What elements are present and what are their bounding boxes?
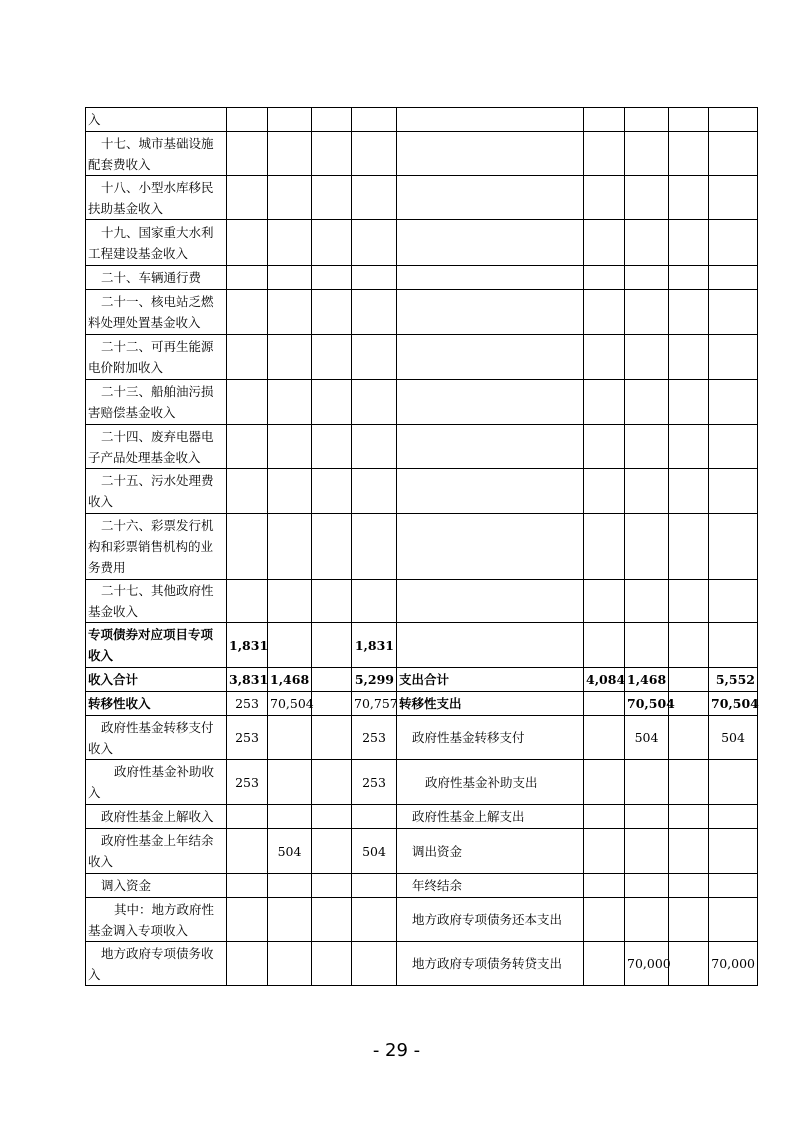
expenditure-item-label [397,176,584,220]
expenditure-item-label: 年终结余 [397,874,584,898]
expenditure-item-label: 政府性基金补助支出 [397,760,584,805]
expenditure-item-label [397,290,584,335]
income-item-label: 二十二、可再生能源电价附加收入 [86,335,227,380]
table-row [86,176,758,220]
expenditure-item-label [397,469,584,514]
table-row [86,580,758,623]
expenditure-total-label: 支出合计 [397,668,584,692]
expenditure-item-label [397,108,584,132]
income-total-label: 收入合计 [86,668,227,692]
table-row: 专项债券对应项目专项收入 1,831 1,831 [86,623,758,668]
table-row [86,266,758,290]
transfer-income-label: 转移性收入 [86,692,227,716]
expenditure-item-label: 地方政府专项债务转贷支出 [397,942,584,986]
table-row [86,290,758,335]
expenditure-item-label: 政府性基金上解支出 [397,805,584,829]
table-row [86,335,758,380]
expenditure-item-label [397,580,584,623]
table-row [86,469,758,514]
income-item-label: 二十三、船舶油污损害赔偿基金收入 [86,380,227,425]
table-row [86,132,758,176]
income-item-label: 十九、国家重大水利工程建设基金收入 [86,220,227,266]
income-item-label: 政府性基金上解收入 [86,805,227,829]
income-item-label: 二十四、废弃电器电子产品处理基金收入 [86,425,227,469]
table-row [86,514,758,580]
expenditure-item-label [397,132,584,176]
income-item-label: 地方政府专项债务收入 [86,942,227,986]
table-row: 转移性收入 253 70,504 70,757 转移性支出 70,504 70,504 [86,692,758,716]
income-item-label: 二十五、污水处理费收入 [86,469,227,514]
expenditure-item-label: 调出资金 [397,829,584,874]
income-item-label: 十八、小型水库移民扶助基金收入 [86,176,227,220]
expenditure-item-label [397,514,584,580]
table-row [86,380,758,425]
income-item-label: 二十一、核电站乏燃料处理处置基金收入 [86,290,227,335]
transfer-expenditure-label: 转移性支出 [397,692,584,716]
table-row [86,220,758,266]
expenditure-item-label: 政府性基金转移支付 [397,716,584,760]
income-item-label: 入 [86,108,227,132]
expenditure-item-label [397,266,584,290]
table-row [86,805,758,829]
income-item-label: 二十六、彩票发行机构和彩票销售机构的业务费用 [86,514,227,580]
income-item-label: 专项债券对应项目专项收入 [86,623,227,668]
table-row [86,108,758,132]
table-row: 地方政府专项债务收入 地方政府专项债务转贷支出 70,000 70,000 [86,942,758,986]
income-item-label: 政府性基金补助收入 [86,760,227,805]
table-row: 政府性基金补助收入 253 253 政府性基金补助支出 [86,760,758,805]
income-item-label: 政府性基金转移支付收入 [86,716,227,760]
income-item-label: 二十七、其他政府性基金收入 [86,580,227,623]
table-row [86,898,758,942]
table-row: 收入合计 3,831 1,468 5,299 支出合计 4,084 1,468 5,552 [86,668,758,692]
expenditure-item-label: 地方政府专项债务还本支出 [397,898,584,942]
income-item-label: 政府性基金上年结余收入 [86,829,227,874]
table-row [86,874,758,898]
expenditure-item-label [397,623,584,668]
income-item-label: 十七、城市基础设施配套费收入 [86,132,227,176]
page-number: - 29 - [372,1040,421,1061]
fund-budget-table [85,107,758,986]
table-row: 政府性基金转移支付收入 253 253 政府性基金转移支付 504 504 [86,716,758,760]
income-item-label: 其中：地方政府性基金调入专项收入 [86,898,227,942]
expenditure-item-label [397,220,584,266]
expenditure-item-label [397,335,584,380]
income-item-label: 调入资金 [86,874,227,898]
table-row [86,425,758,469]
expenditure-item-label [397,425,584,469]
expenditure-item-label [397,380,584,425]
table-row: 政府性基金上年结余收入 504 504 调出资金 [86,829,758,874]
income-item-label: 二十、车辆通行费 [86,266,227,290]
